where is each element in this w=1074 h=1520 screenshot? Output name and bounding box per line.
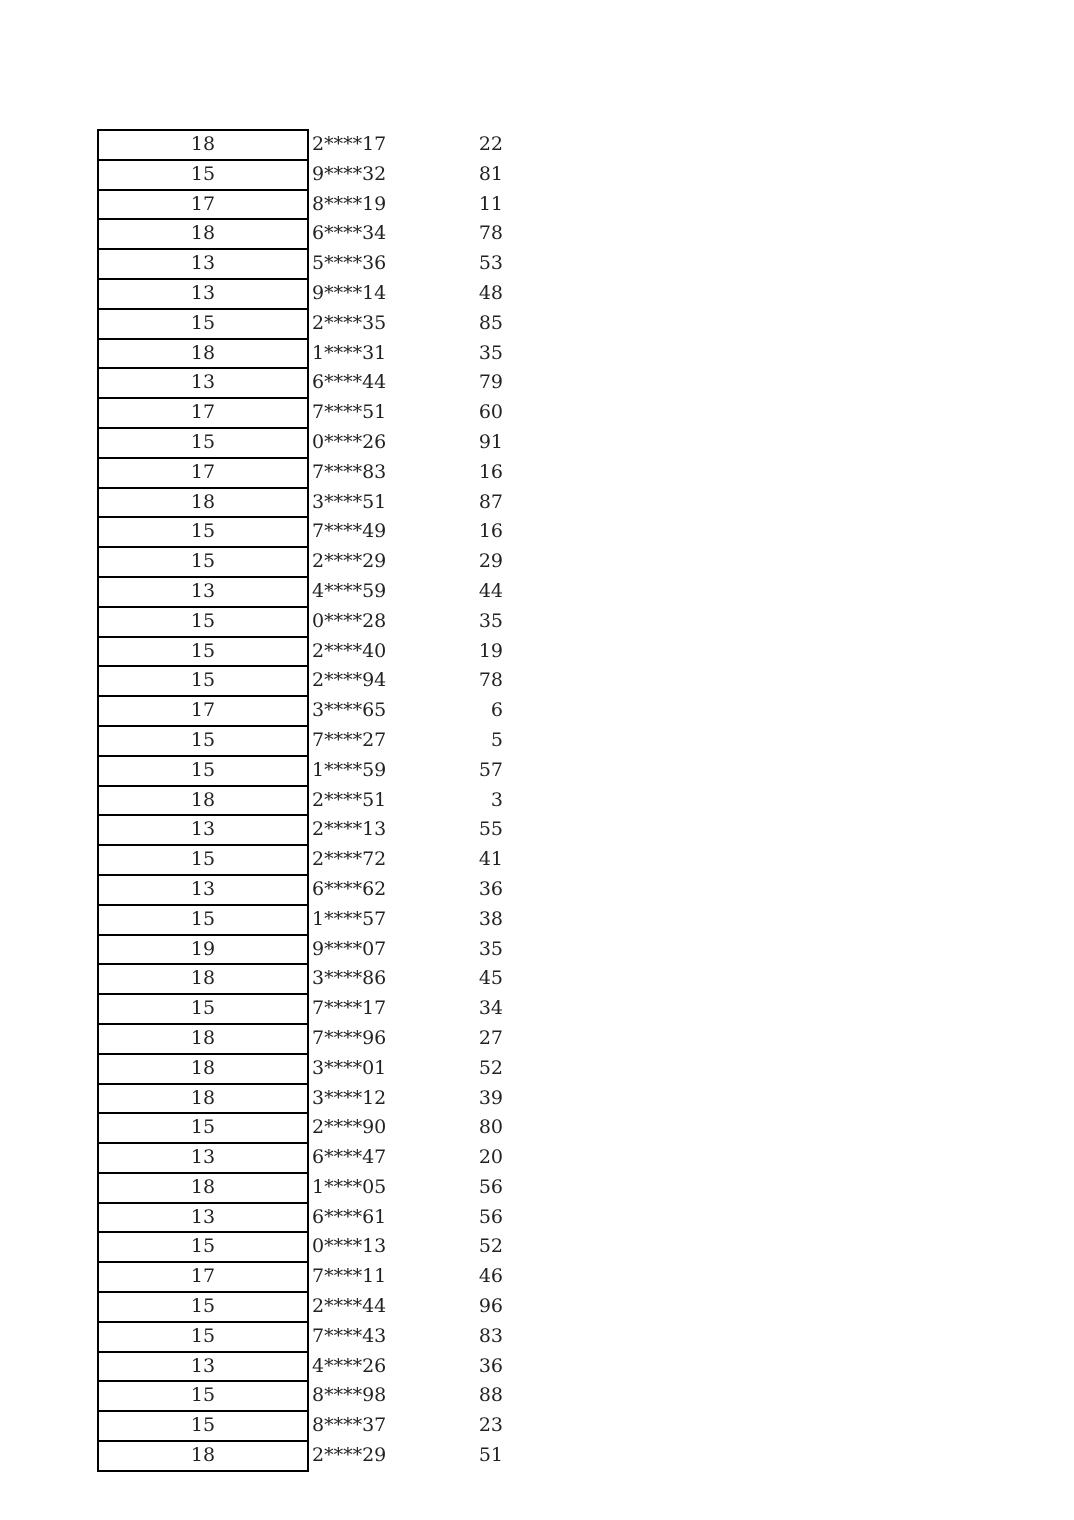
- cell-col-c: 80: [478, 1116, 503, 1139]
- cell-col-b: 3****12: [312, 1086, 387, 1109]
- cell-col-c: 87: [478, 490, 503, 513]
- cell-col-c: 16: [478, 520, 503, 543]
- cell-col-b: 6****61: [312, 1205, 387, 1228]
- cell-col-b: 2****29: [312, 1444, 387, 1467]
- cell-col-b: 8****19: [312, 192, 387, 215]
- table-row: [98, 1292, 503, 1322]
- cell-col-a: 13: [98, 1203, 308, 1233]
- cell-col-b: 1****57: [312, 907, 387, 930]
- table-row: [98, 696, 503, 726]
- cell-col-c: 56: [478, 1175, 503, 1198]
- cell-col-c: 19: [478, 639, 503, 662]
- cell-col-b: 2****94: [312, 669, 387, 692]
- cell-col-c: 3: [490, 788, 503, 811]
- table-row: [98, 1084, 503, 1114]
- table-row: [98, 219, 503, 249]
- cell-col-c: 78: [478, 669, 503, 692]
- cell-col-b: 2****13: [312, 818, 387, 841]
- cell-col-b: 3****86: [312, 967, 387, 990]
- cell-col-a: 15: [98, 1232, 308, 1262]
- cell-col-b: 2****29: [312, 550, 387, 573]
- cell-col-c: 34: [478, 997, 503, 1020]
- cell-col-c: 52: [478, 1056, 503, 1079]
- cell-col-b: 3****65: [312, 699, 387, 722]
- table-row: [98, 637, 503, 667]
- table-row: [98, 1232, 503, 1262]
- cell-col-c: 38: [478, 907, 503, 930]
- cell-col-c: 85: [478, 311, 503, 334]
- cell-col-a: 18: [98, 786, 308, 816]
- table-row: [98, 1352, 503, 1382]
- cell-col-c: 51: [478, 1444, 503, 1467]
- cell-col-a: 17: [98, 1262, 308, 1292]
- cell-col-c: 91: [478, 430, 503, 453]
- cell-col-c: 27: [478, 1026, 503, 1049]
- cell-col-c: 41: [478, 848, 503, 871]
- table-row: [98, 309, 503, 339]
- cell-col-b: 9****32: [312, 162, 387, 185]
- cell-col-c: 53: [478, 252, 503, 275]
- cell-col-b: 6****62: [312, 877, 387, 900]
- cell-col-b: 4****26: [312, 1354, 387, 1377]
- cell-col-b: 2****51: [312, 788, 387, 811]
- cell-col-b: 7****17: [312, 997, 387, 1020]
- table-row: [98, 1173, 503, 1203]
- cell-col-a: 15: [98, 1292, 308, 1322]
- cell-col-c: 81: [478, 162, 503, 185]
- cell-col-c: 36: [478, 877, 503, 900]
- table-row: [98, 458, 503, 488]
- cell-col-a: 13: [98, 1352, 308, 1382]
- cell-col-b: 8****98: [312, 1384, 387, 1407]
- cell-col-b: 7****27: [312, 728, 387, 751]
- cell-col-a: 17: [98, 398, 308, 428]
- data-table: [97, 129, 504, 1472]
- table-row: [98, 1143, 503, 1173]
- cell-col-a: 15: [98, 905, 308, 935]
- cell-col-c: 83: [478, 1324, 503, 1347]
- cell-col-c: 23: [478, 1414, 503, 1437]
- table-body: [98, 130, 503, 1471]
- cell-col-b: 0****26: [312, 430, 387, 453]
- cell-col-b: 2****44: [312, 1295, 387, 1318]
- cell-col-b: 1****31: [312, 341, 387, 364]
- cell-col-b: 7****11: [312, 1265, 387, 1288]
- cell-col-c: 45: [478, 967, 503, 990]
- cell-col-b: 2****72: [312, 848, 387, 871]
- cell-col-c: 57: [478, 758, 503, 781]
- table-row: [98, 160, 503, 190]
- table-row: [98, 875, 503, 905]
- cell-col-c: 20: [478, 1146, 503, 1169]
- cell-col-a: 17: [98, 458, 308, 488]
- cell-col-b: 0****28: [312, 609, 387, 632]
- cell-col-b: 3****01: [312, 1056, 387, 1079]
- table-row: [98, 786, 503, 816]
- cell-col-a: 15: [98, 160, 308, 190]
- cell-col-a: 13: [98, 368, 308, 398]
- cell-col-a: 15: [98, 637, 308, 667]
- cell-col-a: 18: [98, 339, 308, 369]
- table-row: [98, 1441, 503, 1471]
- cell-col-a: 18: [98, 964, 308, 994]
- cell-col-c: 60: [478, 401, 503, 424]
- cell-col-a: 15: [98, 1381, 308, 1411]
- cell-col-a: 18: [98, 1024, 308, 1054]
- cell-col-a: 15: [98, 517, 308, 547]
- table-row: [98, 935, 503, 965]
- table-row: [98, 279, 503, 309]
- cell-col-a: 15: [98, 845, 308, 875]
- table-row: [98, 130, 503, 160]
- cell-col-c: 79: [478, 371, 503, 394]
- cell-col-a: 13: [98, 577, 308, 607]
- cell-col-b: 7****83: [312, 460, 387, 483]
- cell-col-c: 11: [478, 192, 503, 215]
- cell-col-b: 4****59: [312, 579, 387, 602]
- table-row: [98, 190, 503, 220]
- cell-col-a: 13: [98, 815, 308, 845]
- cell-col-b: 6****47: [312, 1146, 387, 1169]
- cell-col-c: 44: [478, 579, 503, 602]
- table-row: [98, 815, 503, 845]
- cell-col-b: 7****49: [312, 520, 387, 543]
- cell-col-a: 18: [98, 1084, 308, 1114]
- cell-col-a: 15: [98, 1322, 308, 1352]
- cell-col-c: 5: [490, 728, 503, 751]
- cell-col-a: 15: [98, 547, 308, 577]
- table-row: [98, 905, 503, 935]
- table-row: [98, 1113, 503, 1143]
- cell-col-b: 5****36: [312, 252, 387, 275]
- cell-col-b: 2****40: [312, 639, 387, 662]
- cell-col-a: 15: [98, 726, 308, 756]
- table-row: [98, 607, 503, 637]
- cell-col-a: 15: [98, 1411, 308, 1441]
- cell-col-a: 15: [98, 607, 308, 637]
- cell-col-c: 55: [478, 818, 503, 841]
- cell-col-b: 3****51: [312, 490, 387, 513]
- table-row: [98, 845, 503, 875]
- cell-col-b: 7****51: [312, 401, 387, 424]
- table-row: [98, 398, 503, 428]
- cell-col-a: 13: [98, 249, 308, 279]
- cell-col-a: 13: [98, 875, 308, 905]
- table-row: [98, 428, 503, 458]
- cell-col-b: 6****34: [312, 222, 387, 245]
- cell-col-a: 17: [98, 190, 308, 220]
- table-row: [98, 547, 503, 577]
- cell-col-b: 9****14: [312, 281, 387, 304]
- cell-col-a: 18: [98, 130, 308, 160]
- cell-col-c: 22: [478, 133, 503, 155]
- table-row: [98, 994, 503, 1024]
- cell-col-b: 1****59: [312, 758, 387, 781]
- cell-col-c: 35: [478, 609, 503, 632]
- cell-col-a: 15: [98, 1113, 308, 1143]
- cell-col-c: 96: [478, 1295, 503, 1318]
- table-row: [98, 368, 503, 398]
- cell-col-a: 18: [98, 219, 308, 249]
- cell-col-c: 52: [478, 1235, 503, 1258]
- cell-col-c: 88: [478, 1384, 503, 1407]
- cell-col-c: 16: [478, 460, 503, 483]
- cell-col-a: 15: [98, 428, 308, 458]
- cell-col-a: 18: [98, 1054, 308, 1084]
- table-row: [98, 1054, 503, 1084]
- table-row: [98, 666, 503, 696]
- cell-col-b: 7****43: [312, 1324, 387, 1347]
- cell-col-b: 0****13: [312, 1235, 387, 1258]
- table-row: [98, 726, 503, 756]
- cell-col-b: 6****44: [312, 371, 387, 394]
- cell-col-c: 35: [478, 341, 503, 364]
- cell-col-a: 15: [98, 309, 308, 339]
- table-row: [98, 249, 503, 279]
- cell-col-b: 9****07: [312, 937, 387, 960]
- table-row: [98, 339, 503, 369]
- cell-col-c: 6: [490, 699, 503, 722]
- cell-col-b: 2****35: [312, 311, 387, 334]
- cell-col-c: 35: [478, 937, 503, 960]
- table-row: [98, 1024, 503, 1054]
- cell-col-a: 18: [98, 488, 308, 518]
- table-row: [98, 488, 503, 518]
- cell-col-b: 1****05: [312, 1175, 387, 1198]
- table-row: [98, 577, 503, 607]
- table-row: [98, 756, 503, 786]
- cell-col-a: 19: [98, 935, 308, 965]
- cell-col-a: 18: [98, 1173, 308, 1203]
- cell-col-a: 13: [98, 279, 308, 309]
- cell-col-c: 48: [478, 281, 503, 304]
- cell-col-b: 8****37: [312, 1414, 387, 1437]
- cell-col-a: 15: [98, 666, 308, 696]
- cell-col-c: 29: [478, 550, 503, 573]
- table-row: [98, 1262, 503, 1292]
- table-row: [98, 964, 503, 994]
- cell-col-b: 7****96: [312, 1026, 387, 1049]
- cell-col-c: 78: [478, 222, 503, 245]
- table-row: [98, 1381, 503, 1411]
- table-row: [98, 1322, 503, 1352]
- cell-col-a: 13: [98, 1143, 308, 1173]
- cell-col-b: 2****90: [312, 1116, 387, 1139]
- table-row: [98, 1203, 503, 1233]
- cell-col-c: 36: [478, 1354, 503, 1377]
- cell-col-a: 15: [98, 756, 308, 786]
- cell-col-a: 17: [98, 696, 308, 726]
- cell-col-c: 46: [478, 1265, 503, 1288]
- cell-col-c: 39: [478, 1086, 503, 1109]
- cell-col-a: 15: [98, 994, 308, 1024]
- cell-col-c: 56: [478, 1205, 503, 1228]
- cell-col-a: 18: [98, 1441, 308, 1471]
- cell-col-b: 2****17: [312, 133, 387, 155]
- table-row: [98, 517, 503, 547]
- table-row: [98, 1411, 503, 1441]
